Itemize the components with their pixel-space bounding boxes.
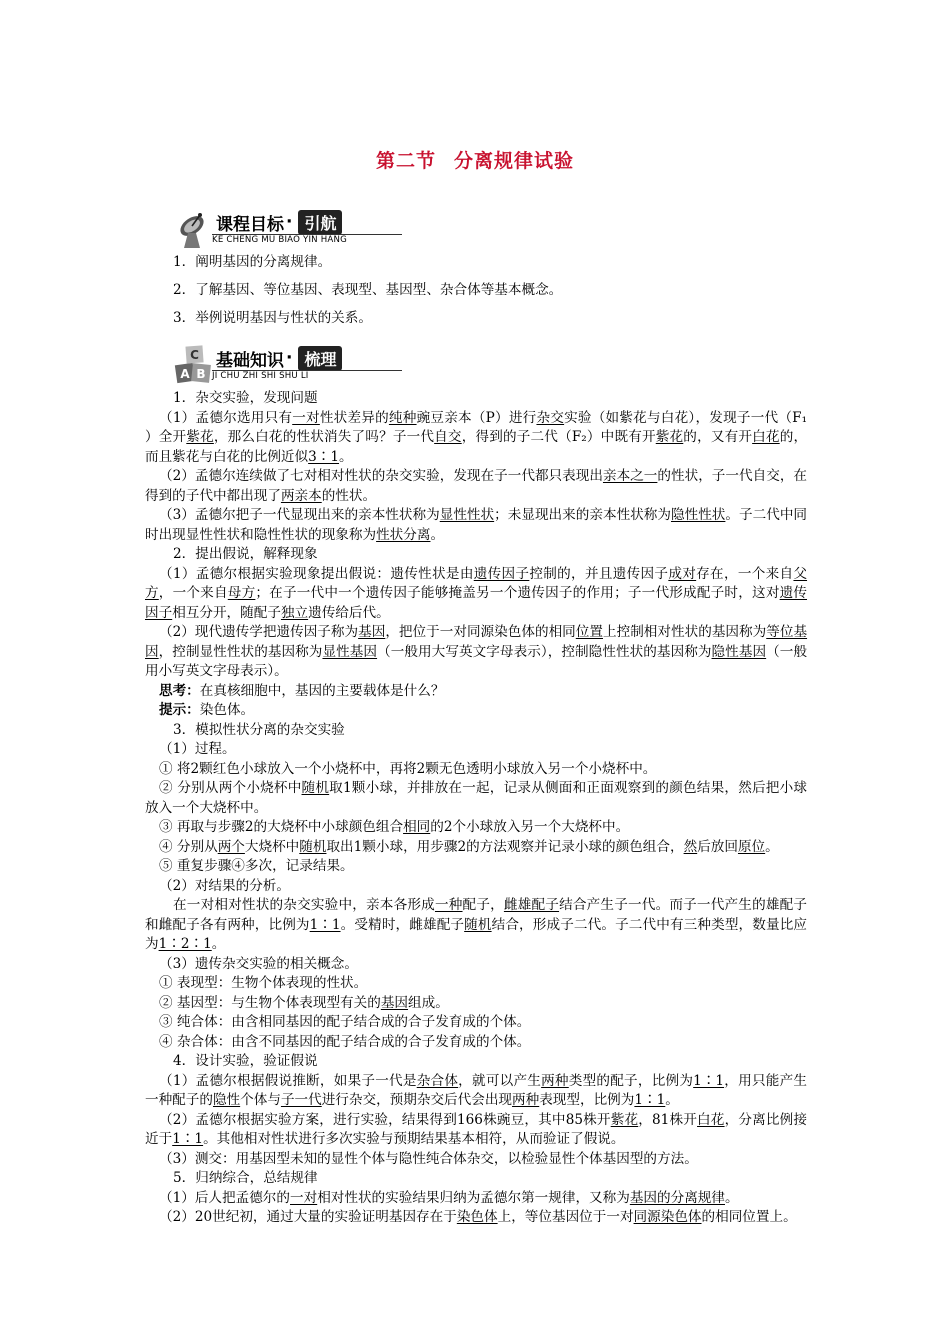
section-heading: 3．模拟性状分离的杂交实验 (173, 721, 345, 738)
text-segment: 配子， (462, 897, 504, 913)
text-segment: 大烧杯中 (244, 838, 300, 855)
section-heading: 5．归纳综合，总结规律 (173, 1170, 318, 1186)
goal-item: 3．举例说明基因与性状的关系。 (173, 310, 372, 326)
text-segment: （2）20世纪初，通过大量的实验证明基因存在于 (159, 1209, 457, 1225)
text-segment: ，81株开 (638, 1111, 698, 1128)
paragraph (145, 506, 807, 545)
text-segment: ；在子一代中一个遗传因子能够掩盖另一个遗传因子的作用；子一代形成配子时，这对 (255, 585, 780, 601)
step: ⑤ 重复步骤④多次，记录结果。 (159, 858, 354, 874)
text-segment: 的相同位置上。 (701, 1209, 797, 1225)
key-term: 同源染色体 (633, 1209, 702, 1225)
key-term: 相同 (403, 819, 431, 835)
key-term: 3∶1 (308, 448, 340, 465)
hint: 提示：染色体。 (159, 702, 255, 718)
text-segment: 。 (665, 1092, 679, 1108)
key-term: 遗传因子 (473, 565, 530, 582)
text-segment: 的性状。 (321, 487, 377, 504)
key-term: 两个 (217, 838, 245, 855)
key-term: 自交 (434, 429, 462, 445)
concept: ④ 杂合体：由含不同基因的配子结合成的合子发育成的个体。 (159, 1033, 531, 1050)
text-segment: （一般用大写英文字母表示），控制隐性性状的基因称为 (377, 643, 712, 660)
text-segment: 在一对相对性状的杂交实验中，亲本各形成 (173, 897, 435, 913)
text-segment: ② 分别从两个小烧杯中 (159, 780, 302, 796)
text-segment: （1）孟德尔根据实验现象提出假说：遗传性状是由 (159, 565, 474, 582)
key-term: 1∶1 (693, 1072, 725, 1089)
key-term: 基因 (380, 994, 409, 1011)
paragraph (145, 467, 807, 506)
banner-title: 课程目标 · 引航 (216, 210, 342, 234)
key-term: 纯种 (388, 409, 417, 426)
key-term: 一种 (434, 897, 463, 913)
paragraph (145, 409, 807, 468)
paragraph (145, 896, 807, 955)
concept: ③ 纯合体：由含相同基因的配子结合成的合子发育成的个体。 (159, 1014, 531, 1030)
course-goals (145, 253, 807, 337)
key-term: 性状分离 (376, 526, 431, 543)
key-term: 1∶2∶1 (158, 936, 212, 952)
text-segment: 遗传给后代。 (308, 604, 390, 621)
text-segment: 组成。 (408, 994, 449, 1011)
key-term: 隐性性状 (670, 507, 726, 523)
text-segment: ③ 再取与步骤2的大烧杯中小球颜色组合 (159, 819, 404, 835)
concept (145, 994, 807, 1014)
text-segment: ；未显现出来的亲本性状称为 (494, 507, 671, 523)
section-heading: 4．设计实验，验证假说 (173, 1053, 318, 1069)
text-segment: （1）后人把孟德尔的 (159, 1189, 290, 1206)
text-segment: 的，而且紫花与白花的比例近似 (145, 429, 808, 465)
banner-subtitle: JI CHU ZHI SHI SHU LI (212, 371, 309, 381)
text-segment: 相互分开，随配子 (172, 604, 281, 621)
key-term: 独立 (280, 604, 309, 621)
key-term: 白花 (697, 1111, 725, 1128)
key-term: 父方 (145, 565, 808, 601)
key-term: 基因的分离规律 (629, 1189, 725, 1206)
text-segment: 控制的，并且遗传因子 (529, 565, 669, 582)
key-term: 亲本之一 (602, 468, 658, 484)
step (145, 838, 807, 858)
key-term: 染色体 (456, 1209, 498, 1225)
course-goals-banner (172, 204, 412, 252)
text-segment: 取1颗小球，并排放在一起，记录从侧面和正面观察到的颜色结果，然后把小球放入一个大烧杯中。 (145, 780, 807, 816)
text-segment: 存在，一个来自 (696, 565, 794, 582)
text-segment: 。 (725, 1189, 739, 1206)
text-segment: ，分离比例接近于 (145, 1111, 808, 1147)
text-segment: 实验（如紫花与白花），发现子一代（F₁ ）全开 (145, 409, 808, 445)
text-segment: 。 (339, 448, 353, 465)
key-term: 两亲本 (280, 487, 322, 504)
text-segment: 个体与 (240, 1092, 281, 1108)
text-segment: ④ 分别从 (159, 838, 218, 855)
key-term: 随机 (301, 780, 330, 796)
text-segment: 类型的配子，比例为 (568, 1072, 694, 1089)
key-term: 1∶1 (172, 1131, 204, 1147)
goal-item: 1．阐明基因的分离规律。 (173, 254, 332, 270)
key-term: 位置 (575, 624, 603, 640)
text-segment: 。 (430, 526, 445, 543)
key-term: 随机 (464, 916, 492, 933)
text-segment: 上控制相对性状的基因称为 (603, 624, 767, 640)
text-segment: 。 (211, 936, 226, 952)
section-heading: 2．提出假说，解释现象 (173, 546, 318, 562)
key-term: 1∶1 (309, 916, 341, 933)
text-segment: ，得到的子二代（F₂）中既有开 (461, 429, 656, 445)
page-title (0, 146, 950, 173)
text-segment: 性状差异的 (319, 409, 389, 426)
text-segment: ，就可以产生 (458, 1072, 542, 1089)
banner-subtitle: KE CHENG MU BIAO YIN HANG (212, 235, 347, 245)
text-segment: 。其他相对性状进行多次实验与预期结果基本相符，从而验证了假说。 (203, 1131, 625, 1147)
text-segment: 。 (765, 838, 779, 855)
key-term: 基因 (358, 624, 386, 640)
text-segment: ，一个来自 (158, 585, 228, 601)
text-segment: （3）孟德尔把子一代显现出来的亲本性状称为 (159, 507, 440, 523)
key-term: 隐性基因 (711, 643, 767, 660)
key-term: 紫花 (655, 429, 684, 445)
goal-item: 2．了解基因、等位基因、表现型、基因型、杂合体等基本概念。 (173, 282, 563, 298)
section-heading: 1．杂交实验，发现问题 (173, 390, 318, 406)
key-term: 白花 (752, 429, 780, 445)
key-term: 隐性 (212, 1092, 241, 1108)
concept: ① 表现型：生物个体表现的性状。 (159, 975, 368, 991)
text-segment: （一般用小写英文字母表示）。 (145, 643, 808, 679)
text-segment: 的性状，子一代自交，在得到的子代中都出现了 (145, 468, 808, 504)
paragraph (145, 623, 807, 682)
banner-tag: 梳理 (298, 346, 342, 371)
key-term: 随机 (299, 838, 327, 855)
think-question: 思考：在真核细胞中，基因的主要载体是什么？ (159, 682, 445, 699)
key-term: 1∶1 (634, 1092, 666, 1108)
paragraph (145, 1111, 807, 1150)
step (145, 779, 807, 818)
paragraph (145, 1072, 807, 1111)
key-term: 显性性状 (439, 507, 495, 523)
text-segment: 的2个小球放入另一个大烧杯中。 (430, 819, 630, 835)
text-segment: 进行杂交，预期杂交后代会出现 (321, 1092, 513, 1108)
text-segment: 相对性状的实验结果归纳为孟德尔第一规律，又称为 (317, 1189, 630, 1206)
section-number: 第二节 (375, 150, 436, 172)
text-segment: （1）孟德尔选用只有 (159, 409, 293, 426)
paragraph (145, 1189, 807, 1209)
section-title: 分离规律试验 (454, 150, 575, 172)
banner-tag: 引航 (298, 210, 342, 235)
satellite-dish-icon (174, 206, 214, 250)
paragraph: （3）测交：用基因型未知的显性个体与隐性纯合体杂交，以检验显性个体基因型的方法。 (159, 1150, 698, 1167)
key-term: 两种 (541, 1072, 569, 1089)
key-term: 显性基因 (322, 643, 378, 660)
text-segment: 结合产生子一代。而子一代产生的雄配子和雌配子各有两种，比例为 (145, 897, 808, 933)
text-segment: ，把位于一对同源染色体的相同 (385, 624, 576, 640)
step: ① 将2颗红色小球放入一个小烧杯中，再将2颗无色透明小球放入另一个小烧杯中。 (159, 760, 657, 777)
key-term: 杂交 (536, 409, 565, 426)
text-segment: （2）孟德尔根据实验方案，进行实验，结果得到166株豌豆，其中85株开 (159, 1111, 611, 1128)
key-term: 紫花 (186, 429, 214, 445)
text-segment: （2）现代遗传学把遗传因子称为 (159, 624, 359, 640)
text-segment: （1）孟德尔根据假说推断，如果子一代是 (159, 1072, 417, 1089)
key-term: 一对 (292, 409, 320, 426)
text-segment: 取出1颗小球，用步骤2的方法观察并记录小球的颜色组合， (326, 838, 684, 855)
key-term: 雌雄配子 (503, 897, 560, 913)
key-term: 母方 (227, 585, 256, 601)
abc-blocks-icon (174, 342, 214, 386)
text-segment: ，那么白花的性状消失了吗？子一代 (213, 429, 435, 445)
svg-text:A: A (180, 367, 190, 381)
key-term: 杂合体 (416, 1072, 459, 1089)
key-term: 然 (683, 838, 698, 855)
text-segment: 的，又有开 (683, 429, 753, 445)
key-term: 成对 (668, 565, 697, 582)
text-segment: ，用只能产生一种配子的 (145, 1072, 808, 1108)
key-term: 两种 (512, 1092, 540, 1108)
text-segment: ，控制显性性状的基因称为 (158, 643, 323, 660)
text-segment: ② 基因型：与生物个体表现型有关的 (159, 994, 381, 1011)
key-term: 紫花 (610, 1111, 639, 1128)
svg-text:C: C (190, 348, 199, 362)
text-segment: 结合，形成子二代。子二代中有三种类型，数量比应为 (145, 916, 808, 952)
text-segment: 。子二代中同时出现显性性状和隐性性状的现象称为 (145, 507, 808, 543)
text-segment: 。受精时，雌雄配子 (340, 916, 465, 933)
key-term: 原位 (737, 838, 766, 855)
sub-heading: （2）对结果的分析。 (159, 877, 290, 894)
text-segment: 后放回 (697, 838, 738, 855)
banner-title: 基础知识 · 梳理 (216, 346, 342, 370)
step (145, 818, 807, 838)
text-segment: （2）孟德尔连续做了七对相对性状的杂交实验，发现在子一代都只表现出 (159, 468, 603, 484)
paragraph (145, 565, 807, 624)
sub-heading: （1）过程。 (159, 741, 236, 757)
basic-knowledge-banner (172, 340, 412, 388)
knowledge-content (145, 389, 807, 1228)
paragraph (145, 1208, 807, 1228)
text-segment: 上，等位基因位于一对 (497, 1209, 634, 1225)
key-term: 遗传因子 (145, 585, 808, 621)
text-segment: 豌豆亲本（P）进行 (416, 409, 537, 426)
sub-heading: （3）遗传杂交实验的相关概念。 (159, 955, 358, 972)
key-term: 子一代 (280, 1092, 322, 1108)
key-term: 一对 (290, 1189, 318, 1206)
key-term: 等位基因 (145, 624, 808, 660)
svg-text:B: B (196, 367, 206, 381)
text-segment: 表现型，比例为 (539, 1092, 635, 1108)
